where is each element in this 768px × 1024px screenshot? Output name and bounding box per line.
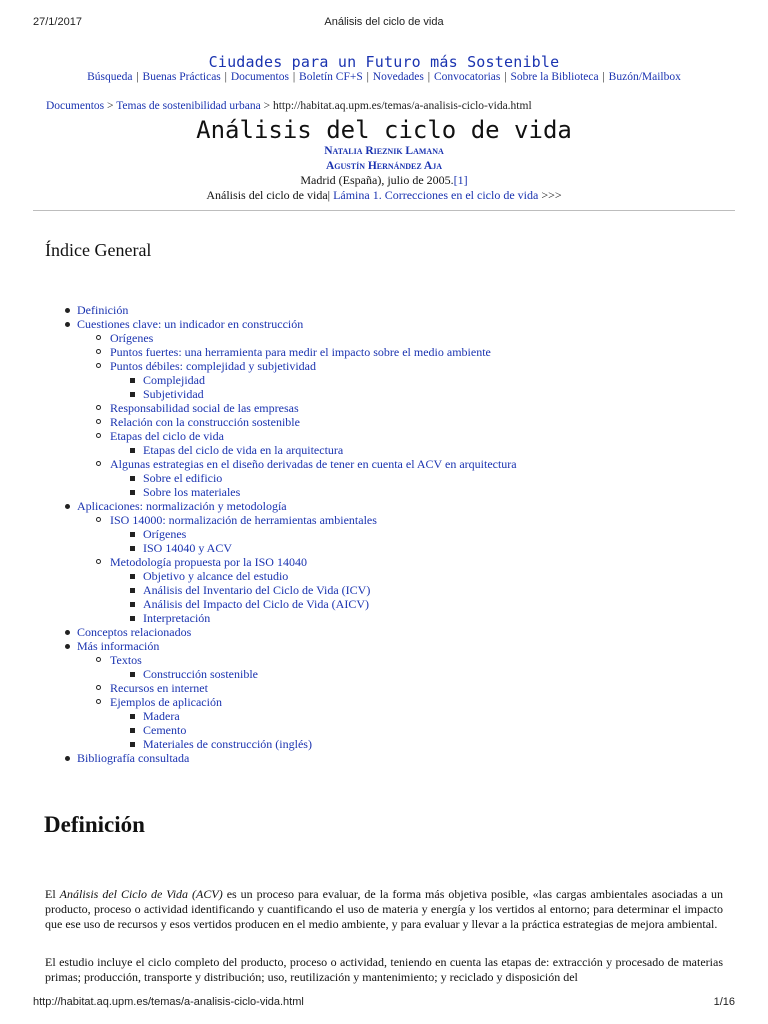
- print-doc-title: Análisis del ciclo de vida: [324, 16, 444, 28]
- print-date: 27/1/2017: [33, 16, 82, 28]
- toc-link[interactable]: Bibliografía consultada: [77, 751, 190, 765]
- toc-link[interactable]: Aplicaciones: normalización y metodología: [77, 499, 287, 513]
- toc-link[interactable]: Etapas del ciclo de vida: [110, 429, 224, 443]
- author-link-rieznik[interactable]: Natalia Rieznik Lamana: [324, 145, 444, 157]
- toc-item: [77, 429, 517, 457]
- toc-link[interactable]: Relación con la construcción sostenible: [110, 415, 300, 429]
- toc-item: [77, 513, 517, 555]
- toc-item: [77, 681, 517, 695]
- toc-item: [110, 611, 517, 625]
- page-title: Análisis del ciclo de vida: [196, 116, 572, 144]
- nav-separator: |: [221, 71, 230, 83]
- section-heading-definicion: Definición: [44, 812, 145, 837]
- index-heading: Índice General: [45, 240, 152, 260]
- breadcrumb-documentos[interactable]: Documentos: [46, 100, 105, 112]
- print-header: [33, 16, 735, 32]
- toc-item: [110, 527, 517, 541]
- toc-link[interactable]: Ejemplos de aplicación: [110, 695, 222, 709]
- nav-separator: |: [133, 71, 142, 83]
- toc-link[interactable]: Más información: [77, 639, 160, 653]
- divider: [33, 210, 735, 211]
- toc-item: [45, 499, 517, 625]
- toc-link[interactable]: Responsabilidad social de las empresas: [110, 401, 299, 415]
- place-date: [0, 173, 768, 188]
- toc-link[interactable]: Análisis del Inventario del Ciclo de Vida (ICV): [143, 583, 371, 597]
- toc-link[interactable]: Materiales de construcción (inglés): [143, 737, 312, 751]
- toc-link[interactable]: Textos: [110, 653, 142, 667]
- toc-item: [77, 401, 517, 415]
- lamina-link[interactable]: Lámina 1. Correcciones en el ciclo de vida: [333, 188, 539, 202]
- table-of-contents: [45, 303, 517, 765]
- nav-separator: |: [599, 71, 608, 83]
- toc-link[interactable]: Conceptos relacionados: [77, 625, 192, 639]
- toc-item: [110, 667, 517, 681]
- toc-link[interactable]: Orígenes: [143, 527, 187, 541]
- toc-link[interactable]: Objetivo y alcance del estudio: [143, 569, 289, 583]
- toc-item: [110, 569, 517, 583]
- breadcrumb: [46, 100, 532, 112]
- nav-separator: |: [363, 71, 372, 83]
- nav-link[interactable]: Boletín CF+S: [299, 71, 363, 83]
- site-title-link[interactable]: Ciudades para un Futuro más Sostenible: [208, 53, 560, 71]
- nav-link[interactable]: Sobre la Biblioteca: [510, 71, 599, 83]
- p1-italic: Análisis del Ciclo de Vida (ACV): [59, 887, 223, 901]
- toc-item: [45, 751, 517, 765]
- toc-link[interactable]: Puntos débiles: complejidad y subjetividad: [110, 359, 316, 373]
- lamina-nav: [0, 188, 768, 203]
- toc-item: [110, 485, 517, 499]
- breadcrumb-current-url: http://habitat.aq.upm.es/temas/a-analisis-ciclo-vida.html: [272, 100, 532, 112]
- toc-item: [77, 415, 517, 429]
- toc-item: [77, 695, 517, 751]
- toc-link[interactable]: ISO 14000: normalización de herramientas ambientales: [110, 513, 377, 527]
- toc-item: [110, 373, 517, 387]
- nav-link[interactable]: Buenas Prácticas: [142, 71, 221, 83]
- site-nav: [0, 71, 768, 83]
- toc-item: [45, 317, 517, 499]
- toc-item: [110, 443, 517, 457]
- toc-link[interactable]: Complejidad: [143, 373, 205, 387]
- p1-rest: es un proceso para evaluar, de la forma más objetiva posible, «las cargas ambientales asociadas a un producto, proceso o actividad identificando y cuantificando el uso de materia y energía y los vertidos al entorno; para determinar el impacto que ese uso de recursos y esos vertidos producen en el medio ambiente, y para evaluar y llevar a la práctica estrategias de mejora ambiental.: [45, 887, 723, 931]
- toc-item: [77, 345, 517, 359]
- toc-link[interactable]: Madera: [143, 709, 180, 723]
- toc-link[interactable]: Etapas del ciclo de vida en la arquitectura: [143, 443, 344, 457]
- toc-link[interactable]: Definición: [77, 303, 129, 317]
- lamina-next: >>>: [541, 188, 562, 202]
- toc-link[interactable]: Recursos en internet: [110, 681, 208, 695]
- toc-link[interactable]: Subjetividad: [143, 387, 204, 401]
- print-footer-url: http://habitat.aq.upm.es/temas/a-analisis-ciclo-vida.html: [33, 996, 304, 1008]
- toc-item: [110, 597, 517, 611]
- toc-item: [45, 303, 517, 317]
- toc-link[interactable]: Cuestiones clave: un indicador en construcción: [77, 317, 304, 331]
- definition-paragraph-1: [45, 887, 723, 932]
- nav-link[interactable]: Documentos: [230, 71, 289, 83]
- toc-link[interactable]: Análisis del Impacto del Ciclo de Vida (AICV): [143, 597, 370, 611]
- author-link-hernandez[interactable]: Agustín Hernández Aja: [325, 160, 443, 172]
- nav-link[interactable]: Convocatorias: [433, 71, 501, 83]
- toc-link[interactable]: Orígenes: [110, 331, 154, 345]
- toc-link[interactable]: Cemento: [143, 723, 187, 737]
- toc-item: [110, 737, 517, 751]
- toc-item: [45, 639, 517, 751]
- breadcrumb-separator: >: [263, 100, 271, 112]
- toc-item: [77, 359, 517, 401]
- nav-separator: |: [501, 71, 510, 83]
- toc-item: [110, 541, 517, 555]
- footnote-link[interactable]: [1]: [453, 173, 468, 187]
- nav-link[interactable]: Novedades: [372, 71, 424, 83]
- toc-link[interactable]: Sobre los materiales: [143, 485, 241, 499]
- breadcrumb-temas[interactable]: Temas de sostenibilidad urbana: [116, 100, 261, 112]
- lamina-prefix: Análisis del ciclo de vida|: [206, 188, 331, 202]
- toc-item: [110, 387, 517, 401]
- toc-link[interactable]: ISO 14040 y ACV: [143, 541, 233, 555]
- place-date-text: Madrid (España), julio de 2005.: [300, 173, 454, 187]
- nav-separator: |: [289, 71, 299, 83]
- definition-paragraph-2: El estudio incluye el ciclo completo del producto, proceso o actividad, teniendo en cuenta las etapas de: extracción y procesado de materias primas; producción, transporte y distribución; uso, reutilización y mantenimiento; y reciclado y disposición del: [45, 955, 723, 984]
- print-footer: [33, 996, 735, 1010]
- toc-item: [45, 625, 517, 639]
- toc-link[interactable]: Interpretación: [143, 611, 211, 625]
- toc-link[interactable]: Construcción sostenible: [143, 667, 258, 681]
- toc-link[interactable]: Sobre el edificio: [143, 471, 223, 485]
- toc-item: [77, 331, 517, 345]
- toc-item: [77, 457, 517, 499]
- breadcrumb-separator: >: [107, 100, 114, 112]
- toc-item: [77, 653, 517, 681]
- p1-prefix: El: [45, 887, 60, 901]
- toc-link[interactable]: Puntos fuertes: una herramienta para medir el impacto sobre el medio ambiente: [110, 345, 491, 359]
- toc-item: [77, 555, 517, 625]
- toc-link[interactable]: Algunas estrategias en el diseño derivadas de tener en cuenta el ACV en arquitectura: [110, 457, 517, 471]
- toc-item: [110, 709, 517, 723]
- nav-link[interactable]: Buzón/Mailbox: [608, 71, 681, 83]
- nav-separator: |: [424, 71, 433, 83]
- toc-item: [110, 723, 517, 737]
- toc-item: [110, 471, 517, 485]
- nav-link[interactable]: Búsqueda: [87, 71, 133, 83]
- toc-link[interactable]: Metodología propuesta por la ISO 14040: [110, 555, 307, 569]
- page-counter: 1/16: [713, 996, 735, 1008]
- toc-item: [110, 583, 517, 597]
- authors: [0, 144, 768, 174]
